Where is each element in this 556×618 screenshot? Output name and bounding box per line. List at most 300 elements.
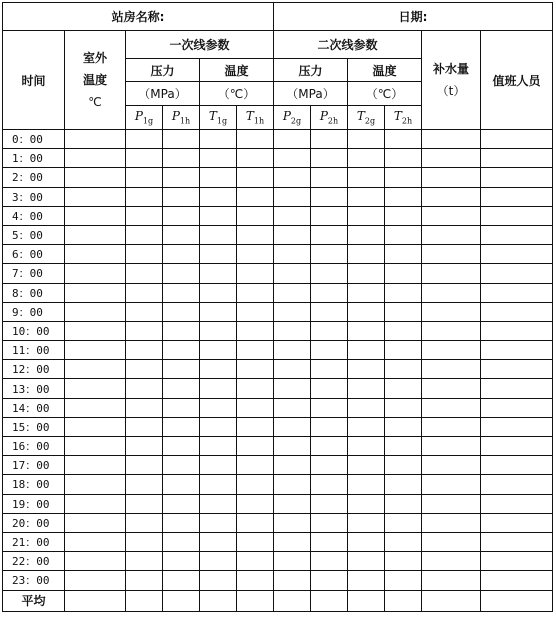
table-cell	[385, 552, 422, 571]
table-cell	[311, 475, 348, 494]
secondary-pressure-header: 压力	[274, 59, 348, 82]
table-cell	[385, 571, 422, 590]
table-cell	[65, 475, 126, 494]
t2g-symbol: T	[356, 109, 365, 124]
table-cell	[385, 532, 422, 551]
table-cell	[200, 264, 237, 283]
average-label: 平均	[3, 590, 65, 611]
table-cell	[237, 168, 274, 187]
time-cell: 11：00	[3, 341, 65, 360]
table-cell	[126, 321, 163, 340]
station-name-field	[3, 3, 274, 31]
time-cell: 2：00	[3, 168, 65, 187]
table-cell	[237, 206, 274, 225]
station-name-label: 站房名称:	[111, 10, 165, 24]
table-cell	[237, 245, 274, 264]
table-cell	[163, 571, 200, 590]
table-cell	[481, 590, 553, 611]
table-cell	[163, 206, 200, 225]
table-cell	[311, 130, 348, 149]
p2g-symbol: P	[282, 109, 291, 124]
table-cell	[481, 552, 553, 571]
table-cell	[274, 494, 311, 513]
table-cell	[311, 283, 348, 302]
table-cell	[311, 225, 348, 244]
table-cell	[237, 532, 274, 551]
primary-temperature-header: 温度	[200, 59, 274, 82]
table-cell	[163, 321, 200, 340]
time-cell: 4：00	[3, 206, 65, 225]
table-cell	[200, 187, 237, 206]
makeup-water-unit: （t）	[436, 84, 466, 98]
table-cell	[200, 571, 237, 590]
table-cell	[274, 187, 311, 206]
table-row	[3, 206, 553, 225]
table-cell	[163, 225, 200, 244]
time-cell: 5：00	[3, 225, 65, 244]
time-cell: 7：00	[3, 264, 65, 283]
time-cell: 23：00	[3, 571, 65, 590]
table-cell	[237, 283, 274, 302]
table-cell	[237, 417, 274, 436]
time-cell: 3：00	[3, 187, 65, 206]
table-cell	[422, 456, 481, 475]
table-cell	[126, 398, 163, 417]
table-cell	[237, 513, 274, 532]
table-cell	[311, 264, 348, 283]
table-cell	[385, 456, 422, 475]
table-cell	[481, 532, 553, 551]
table-row	[3, 168, 553, 187]
table-cell	[200, 513, 237, 532]
time-cell: 21：00	[3, 532, 65, 551]
table-cell	[274, 168, 311, 187]
table-cell	[200, 149, 237, 168]
table-cell	[422, 590, 481, 611]
table-cell	[200, 341, 237, 360]
table-cell	[65, 283, 126, 302]
table-cell	[200, 532, 237, 551]
table-cell	[274, 245, 311, 264]
table-cell	[348, 571, 385, 590]
table-cell	[422, 206, 481, 225]
table-row	[3, 494, 553, 513]
table-cell	[126, 494, 163, 513]
table-cell	[311, 360, 348, 379]
table-cell	[200, 590, 237, 611]
time-cell: 6：00	[3, 245, 65, 264]
t1h-symbol: T	[245, 109, 254, 124]
table-cell	[126, 149, 163, 168]
table-cell	[237, 321, 274, 340]
table-cell	[311, 590, 348, 611]
table-cell	[348, 552, 385, 571]
table-cell	[274, 149, 311, 168]
secondary-temperature-header: 温度	[348, 59, 422, 82]
time-cell: 1：00	[3, 149, 65, 168]
table-cell	[126, 245, 163, 264]
table-cell	[311, 321, 348, 340]
table-cell	[481, 379, 553, 398]
table-cell	[126, 532, 163, 551]
table-cell	[65, 398, 126, 417]
table-cell	[237, 590, 274, 611]
table-cell	[126, 341, 163, 360]
table-cell	[237, 149, 274, 168]
table-row	[3, 456, 553, 475]
table-cell	[200, 206, 237, 225]
table-cell	[274, 475, 311, 494]
table-cell	[348, 379, 385, 398]
table-cell	[311, 379, 348, 398]
table-cell	[348, 206, 385, 225]
date-field	[274, 3, 553, 31]
outdoor-temp-line-2: 温度	[82, 73, 107, 87]
table-cell	[237, 264, 274, 283]
time-cell: 18：00	[3, 475, 65, 494]
table-cell	[348, 321, 385, 340]
table-cell	[65, 417, 126, 436]
table-cell	[385, 475, 422, 494]
t1h-header	[237, 106, 274, 130]
table-cell	[348, 437, 385, 456]
table-cell	[481, 283, 553, 302]
table-cell	[311, 398, 348, 417]
table-cell	[163, 168, 200, 187]
time-cell: 10：00	[3, 321, 65, 340]
table-cell	[311, 456, 348, 475]
table-cell	[311, 552, 348, 571]
table-cell	[237, 379, 274, 398]
table-cell	[200, 321, 237, 340]
table-cell	[274, 341, 311, 360]
table-cell	[65, 532, 126, 551]
table-cell	[126, 552, 163, 571]
table-cell	[126, 456, 163, 475]
table-cell	[200, 417, 237, 436]
table-cell	[422, 571, 481, 590]
secondary-pressure-unit: （MPa）	[274, 82, 348, 106]
table-cell	[348, 341, 385, 360]
time-cell: 13：00	[3, 379, 65, 398]
primary-pressure-unit: （MPa）	[126, 82, 200, 106]
table-cell	[126, 360, 163, 379]
table-cell	[163, 341, 200, 360]
table-cell	[481, 187, 553, 206]
table-cell	[481, 206, 553, 225]
table-cell	[274, 321, 311, 340]
table-cell	[163, 264, 200, 283]
table-row	[3, 302, 553, 321]
time-column-header: 时间	[3, 31, 65, 130]
table-cell	[65, 513, 126, 532]
table-cell	[348, 168, 385, 187]
table-cell	[422, 475, 481, 494]
table-cell	[65, 149, 126, 168]
t2h-subscript: 2h	[401, 116, 413, 126]
table-cell	[348, 417, 385, 436]
p1h-symbol: P	[171, 109, 180, 124]
table-cell	[422, 360, 481, 379]
table-cell	[163, 475, 200, 494]
table-cell	[237, 225, 274, 244]
table-cell	[163, 437, 200, 456]
table-cell	[163, 302, 200, 321]
table-row	[3, 321, 553, 340]
table-cell	[237, 456, 274, 475]
table-cell	[274, 532, 311, 551]
table-cell	[348, 532, 385, 551]
table-cell	[481, 571, 553, 590]
table-cell	[274, 130, 311, 149]
table-cell	[311, 341, 348, 360]
table-cell	[65, 379, 126, 398]
t2g-subscript: 2g	[364, 116, 376, 126]
table-cell	[200, 494, 237, 513]
table-cell	[348, 187, 385, 206]
table-cell	[481, 513, 553, 532]
primary-pressure-header: 压力	[126, 59, 200, 82]
p2h-symbol: P	[319, 109, 328, 124]
p2h-header	[311, 106, 348, 130]
table-cell	[163, 379, 200, 398]
table-cell	[311, 494, 348, 513]
table-cell	[385, 168, 422, 187]
time-cell: 20：00	[3, 513, 65, 532]
table-row	[3, 513, 553, 532]
table-cell	[422, 437, 481, 456]
time-cell: 19：00	[3, 494, 65, 513]
table-cell	[311, 187, 348, 206]
table-cell	[348, 245, 385, 264]
table-cell	[385, 130, 422, 149]
table-cell	[422, 398, 481, 417]
table-cell	[385, 245, 422, 264]
table-cell	[163, 398, 200, 417]
p2h-subscript: 2h	[327, 116, 339, 126]
table-cell	[385, 360, 422, 379]
table-cell	[65, 360, 126, 379]
table-cell	[163, 130, 200, 149]
t1g-subscript: 1g	[216, 116, 228, 126]
hourly-rows	[3, 130, 553, 591]
table-cell	[126, 187, 163, 206]
table-cell	[348, 513, 385, 532]
time-cell: 9：00	[3, 302, 65, 321]
table-cell	[385, 149, 422, 168]
table-cell	[200, 456, 237, 475]
table-cell	[422, 187, 481, 206]
table-cell	[126, 283, 163, 302]
table-cell	[237, 187, 274, 206]
t2g-header	[348, 106, 385, 130]
table-cell	[481, 302, 553, 321]
table-cell	[311, 245, 348, 264]
table-cell	[65, 206, 126, 225]
table-cell	[163, 456, 200, 475]
table-row	[3, 225, 553, 244]
table-cell	[422, 149, 481, 168]
table-row	[3, 341, 553, 360]
table-cell	[311, 168, 348, 187]
table-cell	[311, 417, 348, 436]
table-cell	[385, 417, 422, 436]
time-cell: 17：00	[3, 456, 65, 475]
table-cell	[237, 494, 274, 513]
table-cell	[422, 341, 481, 360]
table-cell	[348, 398, 385, 417]
table-cell	[422, 513, 481, 532]
table-cell	[385, 206, 422, 225]
table-cell	[311, 513, 348, 532]
secondary-line-header: 二次线参数	[274, 31, 422, 59]
table-cell	[274, 283, 311, 302]
table-cell	[422, 379, 481, 398]
table-cell	[126, 379, 163, 398]
table-cell	[385, 494, 422, 513]
table-cell	[163, 283, 200, 302]
table-cell	[200, 283, 237, 302]
table-cell	[65, 187, 126, 206]
table-row	[3, 283, 553, 302]
table-cell	[200, 379, 237, 398]
table-row	[3, 437, 553, 456]
table-cell	[126, 475, 163, 494]
table-cell	[385, 398, 422, 417]
time-cell: 22：00	[3, 552, 65, 571]
table-cell	[200, 245, 237, 264]
time-cell: 15：00	[3, 417, 65, 436]
table-cell	[126, 264, 163, 283]
table-cell	[422, 321, 481, 340]
table-cell	[481, 149, 553, 168]
table-cell	[274, 513, 311, 532]
table-cell	[65, 494, 126, 513]
table-cell	[274, 360, 311, 379]
table-cell	[422, 225, 481, 244]
table-cell	[126, 206, 163, 225]
table-cell	[274, 225, 311, 244]
table-cell	[65, 552, 126, 571]
table-cell	[422, 264, 481, 283]
table-cell	[481, 494, 553, 513]
table-cell	[200, 475, 237, 494]
table-cell	[237, 437, 274, 456]
table-cell	[311, 206, 348, 225]
table-row	[3, 379, 553, 398]
table-cell	[481, 475, 553, 494]
table-cell	[348, 225, 385, 244]
table-row	[3, 475, 553, 494]
table-cell	[237, 341, 274, 360]
table-cell	[126, 437, 163, 456]
table-row	[3, 264, 553, 283]
table-row	[3, 187, 553, 206]
table-cell	[274, 417, 311, 436]
table-cell	[65, 168, 126, 187]
table-cell	[237, 360, 274, 379]
table-cell	[200, 225, 237, 244]
table-cell	[422, 532, 481, 551]
table-cell	[348, 130, 385, 149]
table-cell	[311, 302, 348, 321]
table-cell	[311, 149, 348, 168]
table-cell	[126, 571, 163, 590]
table-row	[3, 130, 553, 149]
table-cell	[422, 302, 481, 321]
staff-column-header: 值班人员	[481, 31, 553, 130]
table-cell	[200, 437, 237, 456]
table-cell	[348, 302, 385, 321]
table-cell	[274, 379, 311, 398]
t2h-symbol: T	[393, 109, 402, 124]
makeup-water-label: 补水量	[432, 62, 469, 76]
table-row	[3, 417, 553, 436]
table-cell	[481, 398, 553, 417]
table-cell	[422, 417, 481, 436]
primary-temperature-unit: （℃）	[200, 82, 274, 106]
table-cell	[385, 321, 422, 340]
secondary-temperature-unit: （℃）	[348, 82, 422, 106]
table-cell	[237, 475, 274, 494]
table-cell	[237, 130, 274, 149]
table-cell	[311, 571, 348, 590]
table-cell	[481, 456, 553, 475]
table-cell	[163, 417, 200, 436]
table-cell	[65, 571, 126, 590]
table-cell	[481, 225, 553, 244]
table-cell	[481, 245, 553, 264]
table-cell	[65, 341, 126, 360]
heating-station-log-sheet	[2, 2, 553, 612]
table-cell	[274, 398, 311, 417]
table-cell	[385, 283, 422, 302]
t1g-header	[200, 106, 237, 130]
table-cell	[274, 571, 311, 590]
p1g-subscript: 1g	[142, 116, 154, 126]
table-cell	[200, 398, 237, 417]
table-cell	[348, 360, 385, 379]
table-cell	[481, 130, 553, 149]
table-cell	[274, 264, 311, 283]
p2g-header	[274, 106, 311, 130]
table-cell	[65, 130, 126, 149]
table-cell	[163, 552, 200, 571]
t1g-symbol: T	[208, 109, 217, 124]
table-cell	[163, 494, 200, 513]
table-cell	[126, 590, 163, 611]
p2g-subscript: 2g	[290, 116, 302, 126]
table-cell	[385, 590, 422, 611]
table-cell	[481, 168, 553, 187]
operation-log-table	[2, 2, 553, 612]
table-cell	[422, 494, 481, 513]
table-cell	[163, 513, 200, 532]
table-cell	[200, 168, 237, 187]
table-cell	[237, 398, 274, 417]
t2h-header	[385, 106, 422, 130]
table-cell	[274, 552, 311, 571]
table-cell	[348, 494, 385, 513]
table-cell	[65, 456, 126, 475]
table-cell	[422, 130, 481, 149]
table-cell	[481, 321, 553, 340]
date-label: 日期:	[398, 10, 428, 24]
table-cell	[348, 149, 385, 168]
table-row	[3, 552, 553, 571]
table-cell	[481, 360, 553, 379]
p1h-header	[163, 106, 200, 130]
